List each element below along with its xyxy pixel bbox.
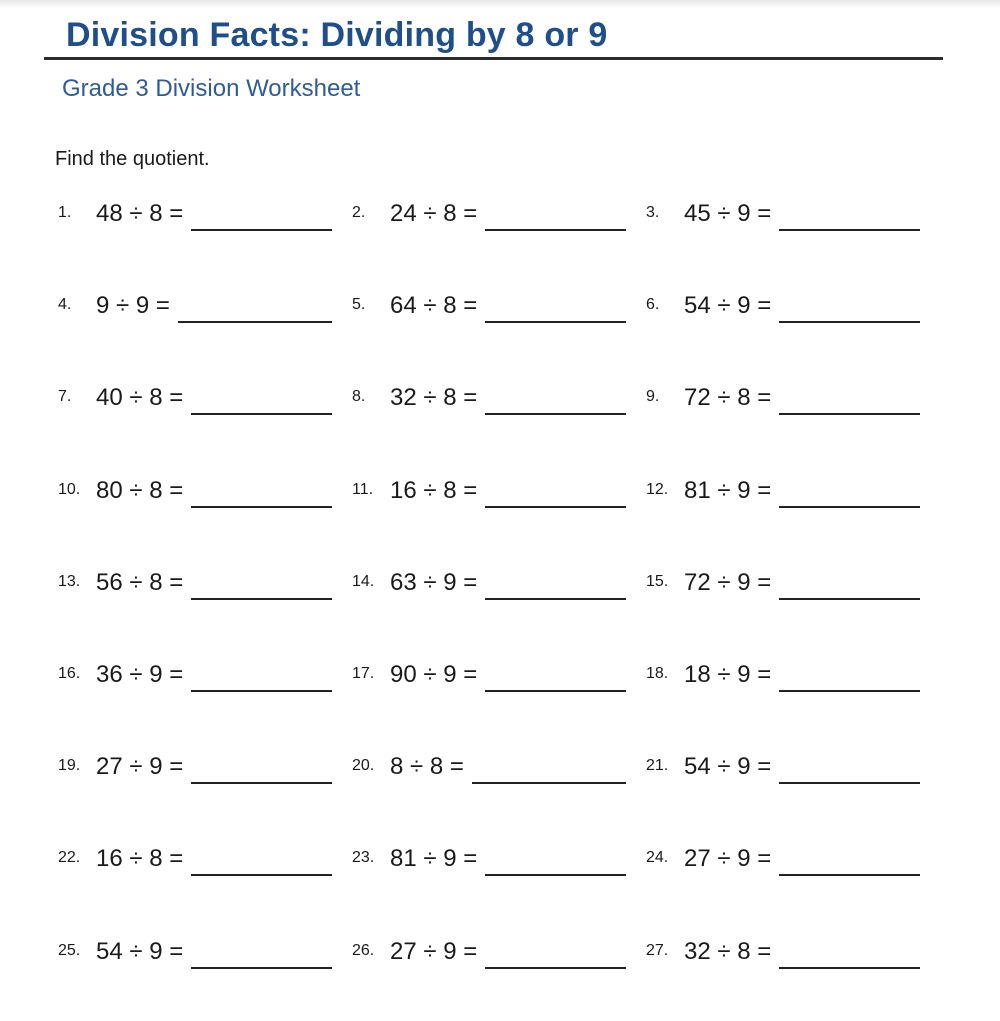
problem-number: 23. [352, 849, 375, 866]
problem-number: 25. [58, 942, 81, 959]
title-underline [44, 57, 943, 60]
problem-number: 6. [646, 296, 660, 313]
problem-number: 22. [58, 849, 81, 866]
problem-number: 14. [352, 573, 375, 590]
page-top-shadow [0, 0, 1000, 8]
problem-expression: 72 ÷ 8 = [684, 384, 772, 411]
answer-blank[interactable] [779, 690, 920, 692]
problem-number: 17. [352, 665, 375, 682]
answer-blank[interactable] [779, 967, 920, 969]
problem-expression: 81 ÷ 9 = [390, 845, 478, 872]
problem-expression: 8 ÷ 8 = [390, 753, 464, 780]
worksheet-title: Division Facts: Dividing by 8 or 9 [66, 16, 608, 54]
problem-expression: 36 ÷ 9 = [96, 661, 184, 688]
problem-expression: 54 ÷ 9 = [96, 938, 184, 965]
answer-blank[interactable] [191, 413, 332, 415]
problem-item [646, 473, 926, 513]
problem-expression: 45 ÷ 9 = [684, 200, 772, 227]
problem-item [58, 565, 338, 605]
problem-expression: 80 ÷ 8 = [96, 477, 184, 504]
problem-item [58, 288, 338, 328]
problem-expression: 56 ÷ 8 = [96, 569, 184, 596]
problem-item [352, 749, 632, 789]
problem-expression: 90 ÷ 9 = [390, 661, 478, 688]
problem-number: 1. [58, 204, 72, 221]
answer-blank[interactable] [779, 413, 920, 415]
problem-number: 26. [352, 942, 375, 959]
problem-expression: 27 ÷ 9 = [684, 845, 772, 872]
worksheet-subtitle: Grade 3 Division Worksheet [62, 75, 361, 102]
answer-blank[interactable] [485, 690, 626, 692]
answer-blank[interactable] [779, 782, 920, 784]
problem-number: 12. [646, 481, 669, 498]
answer-blank[interactable] [779, 229, 920, 231]
answer-blank[interactable] [485, 598, 626, 600]
problem-number: 4. [58, 296, 72, 313]
answer-blank[interactable] [779, 598, 920, 600]
problem-expression: 72 ÷ 9 = [684, 569, 772, 596]
problem-item [58, 380, 338, 420]
problem-item [58, 749, 338, 789]
problem-item [646, 196, 926, 236]
answer-blank[interactable] [779, 874, 920, 876]
problem-expression: 18 ÷ 9 = [684, 661, 772, 688]
problem-item [646, 841, 926, 881]
problem-expression: 27 ÷ 9 = [390, 938, 478, 965]
answer-blank[interactable] [485, 229, 626, 231]
problem-expression: 54 ÷ 9 = [684, 292, 772, 319]
problem-number: 9. [646, 388, 660, 405]
answer-blank[interactable] [191, 967, 332, 969]
problem-number: 10. [58, 481, 81, 498]
problem-number: 7. [58, 388, 72, 405]
problem-item [58, 934, 338, 974]
answer-blank[interactable] [485, 506, 626, 508]
problem-number: 11. [352, 481, 374, 498]
problem-number: 16. [58, 665, 81, 682]
problem-item [646, 288, 926, 328]
problem-item [646, 749, 926, 789]
problem-item [58, 473, 338, 513]
answer-blank[interactable] [191, 506, 332, 508]
problem-item [352, 565, 632, 605]
problem-expression: 9 ÷ 9 = [96, 292, 170, 319]
problem-number: 15. [646, 573, 669, 590]
problem-item [352, 657, 632, 697]
problem-item [646, 934, 926, 974]
problem-number: 18. [646, 665, 669, 682]
problem-expression: 48 ÷ 8 = [96, 200, 184, 227]
problem-number: 19. [58, 757, 81, 774]
problem-number: 13. [58, 573, 81, 590]
problem-expression: 24 ÷ 8 = [390, 200, 478, 227]
problem-expression: 32 ÷ 8 = [390, 384, 478, 411]
problem-number: 24. [646, 849, 669, 866]
answer-blank[interactable] [191, 782, 332, 784]
answer-blank[interactable] [191, 598, 332, 600]
problem-item [646, 380, 926, 420]
problem-expression: 16 ÷ 8 = [390, 477, 478, 504]
problem-item [646, 565, 926, 605]
problem-expression: 54 ÷ 9 = [684, 753, 772, 780]
problem-item [58, 657, 338, 697]
answer-blank[interactable] [485, 874, 626, 876]
problem-item [352, 841, 632, 881]
answer-blank[interactable] [191, 690, 332, 692]
problem-expression: 16 ÷ 8 = [96, 845, 184, 872]
answer-blank[interactable] [178, 321, 332, 323]
problem-item [58, 841, 338, 881]
answer-blank[interactable] [485, 967, 626, 969]
answer-blank[interactable] [485, 321, 626, 323]
answer-blank[interactable] [485, 413, 626, 415]
problem-item [352, 288, 632, 328]
answer-blank[interactable] [472, 782, 626, 784]
problem-number: 8. [352, 388, 366, 405]
problem-expression: 40 ÷ 8 = [96, 384, 184, 411]
answer-blank[interactable] [191, 874, 332, 876]
answer-blank[interactable] [191, 229, 332, 231]
problem-number: 21. [646, 757, 669, 774]
problem-number: 27. [646, 942, 669, 959]
problem-item [352, 196, 632, 236]
problem-number: 3. [646, 204, 660, 221]
problem-item [352, 380, 632, 420]
problem-expression: 32 ÷ 8 = [684, 938, 772, 965]
problem-item [646, 657, 926, 697]
instruction-text: Find the quotient. [55, 148, 210, 170]
answer-blank[interactable] [779, 506, 920, 508]
problem-item [352, 473, 632, 513]
problem-number: 20. [352, 757, 375, 774]
problem-expression: 81 ÷ 9 = [684, 477, 772, 504]
problem-expression: 27 ÷ 9 = [96, 753, 184, 780]
answer-blank[interactable] [779, 321, 920, 323]
problem-expression: 64 ÷ 8 = [390, 292, 478, 319]
problem-number: 5. [352, 296, 366, 313]
problem-item [58, 196, 338, 236]
problem-item [352, 934, 632, 974]
problem-expression: 63 ÷ 9 = [390, 569, 478, 596]
problem-number: 2. [352, 204, 366, 221]
